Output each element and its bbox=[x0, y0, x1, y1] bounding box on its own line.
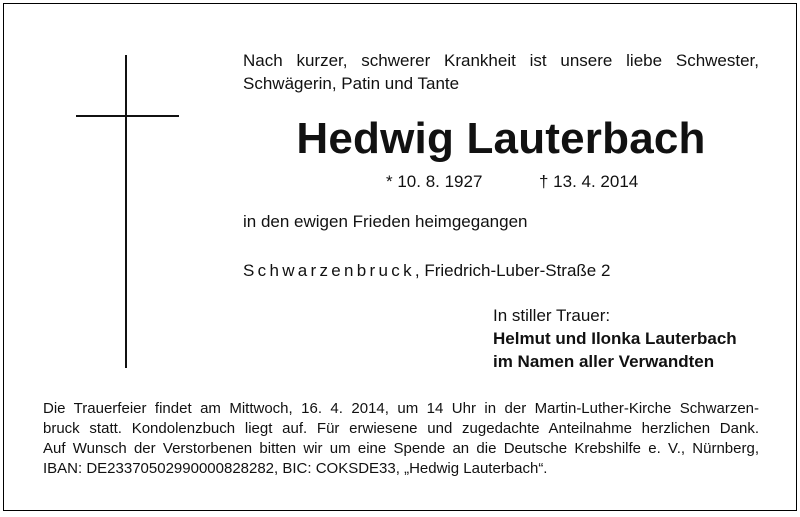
funeral-info-line: bruck statt. Kondolenzbuch liegt auf. Für erwiesene und zugedachte Anteilnahme herzlichen Dank. bbox=[43, 420, 759, 437]
address bbox=[243, 259, 610, 282]
mourning-label: In stiller Trauer: bbox=[493, 306, 611, 325]
funeral-info-line: IBAN: DE23370502990000828282, BIC: COKSDE33, „Hedwig Lauterbach“. bbox=[43, 460, 548, 477]
passed-away-text: in den ewigen Frieden heimgegangen bbox=[243, 212, 528, 231]
cross-icon bbox=[125, 55, 127, 368]
funeral-info bbox=[43, 399, 759, 479]
address-street: , Friedrich-Luber-Straße 2 bbox=[414, 261, 611, 280]
funeral-info-line: Die Trauerfeier findet am Mittwoch, 16. 4. 2014, um 14 Uhr in der Martin-Luther-Kirche Schwarzen- bbox=[43, 400, 759, 417]
mourner-line: im Namen aller Verwandten bbox=[493, 352, 715, 371]
obituary-notice bbox=[3, 3, 797, 511]
mourners-block bbox=[493, 304, 737, 373]
deceased-name: Hedwig Lauterbach bbox=[296, 114, 706, 163]
cross-icon-bar bbox=[76, 115, 179, 117]
mourner-line: Helmut und Ilonka Lauterbach bbox=[493, 329, 737, 348]
birth-date: * 10. 8. 1927 bbox=[386, 172, 483, 191]
intro-text: Nach kurzer, schwerer Krankheit ist unsere liebe Schwester, Schwägerin, Patin und Tante bbox=[243, 51, 759, 93]
funeral-info-line: Auf Wunsch der Verstorbenen bitten wir um eine Spende an die Deutsche Krebshilfe e. V., Nürnberg, bbox=[43, 440, 759, 457]
address-place: Schwarzenbruck bbox=[243, 261, 415, 280]
death-date: † 13. 4. 2014 bbox=[539, 172, 639, 191]
